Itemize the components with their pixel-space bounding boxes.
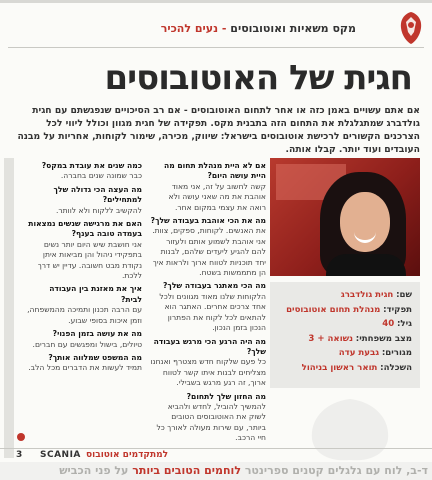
griffin-logo-icon xyxy=(396,10,426,46)
profile-row: תפקיד: מנהלת תחום אוטובוסים xyxy=(286,304,412,315)
end-mark-icon xyxy=(16,432,26,442)
question: האם את מרגישה שנשים נמצאות בעמדה טובה בענף? xyxy=(28,219,142,239)
profile-row: שם: חגית גולדברג xyxy=(340,290,412,300)
profile-row: מצב משפחתי: נשואה + 3 xyxy=(308,333,412,344)
profile-row: גיל: 40 xyxy=(382,319,412,330)
page-number: 3 xyxy=(16,450,23,460)
answer: הלקוחות שלנו מאוד מגוונים ולכל אחד צרכים אחרים. האתגר הוא להתאים לכל לקוח את הפתרון הנכון בזמן הנכון. xyxy=(159,291,266,333)
article-title: חגית של האוטובוסים xyxy=(104,58,412,98)
header-section: נעים להכיר xyxy=(160,22,219,35)
answer: קשה לחשוב על זה, אני מאוד אוהבת את מה שאני עושה ולא רואה את עצמי במקום אחר. xyxy=(168,181,266,212)
profile-row: השכלה: תואר ראשון בניהול xyxy=(301,362,412,373)
answer: טיולים, בישול ומפגשים עם חברים. xyxy=(32,339,142,349)
header-rule xyxy=(8,47,424,48)
portrait-photo xyxy=(270,158,420,276)
answer: להמשיך להוביל, לחדש ולהביא לשוק את האוטובוסים הטובים ביותר, עם שירות מעולה לאורך כל חיי הרכב. xyxy=(156,401,266,443)
question: מה את עושה בזמן הפנוי? xyxy=(52,329,142,339)
text-column-right xyxy=(150,158,266,458)
question: איך את מאזנת בין העבודה לבית? xyxy=(49,284,142,304)
question: מה העצה הכי גדולה שלך למתחילים? xyxy=(53,184,142,205)
answer: להקשיב ללקוח ולא לוותר. xyxy=(55,205,142,215)
answer: תמיד לעשות את הדברים מכל הלב. xyxy=(28,363,142,373)
header-separator: - xyxy=(218,22,231,35)
margin-bar xyxy=(4,158,14,458)
profile-row: מגורים: גבעת עדה xyxy=(338,348,412,359)
question: מה הכי מאתגר בעבודה שלך? xyxy=(163,281,266,291)
question: מה את הכי אוהבת בעבודה שלך? xyxy=(150,216,266,226)
profile-box xyxy=(270,282,420,388)
question: מה המשפט שמלווה אותך? xyxy=(48,352,142,362)
page-header xyxy=(6,8,398,48)
page-footer xyxy=(0,448,432,462)
next-page-strip xyxy=(0,462,432,480)
scania-logo: SCANIA xyxy=(40,450,81,460)
footer-tagline: למתקדמים אוטובוס xyxy=(86,450,169,460)
question: מה החזון שלך לתחום? xyxy=(186,391,266,401)
answer: עם הרבה תכנון ותמיכה מהמשפחה, וזמן איכות בסופי שבוע. xyxy=(27,305,142,325)
next-page-text: ד-ב, לוח עם גלגלים קטנים ספרינטר לוחמים הטובים ביותר על פני הכביש xyxy=(59,464,428,477)
question: כמה שנים את עובדת במקס? xyxy=(41,161,142,170)
question: מה היה הרגע הכי מרגש בעבודה שלך? xyxy=(153,336,266,356)
answer: כבר שמונה שנים בחברה. xyxy=(60,171,142,181)
header-title xyxy=(161,22,356,35)
answer: כל פעם שלקוח חדש מצטרף ואנחנו מצליחים לבנות איתו קשר לטווח ארוך, זה רגע מרגש בשבילי. xyxy=(150,357,266,388)
top-border xyxy=(0,0,432,3)
question: אם לא היית מנהלת תחום מה היית עושה היום? xyxy=(164,161,266,181)
answer: אני חושבת שיש היום יותר נשים בתפקידי ניהול והן מביאות איתן נקודת מבט חשובה. עדיין יש דרך ללכת. xyxy=(37,239,142,281)
answer: את האנשים. לקוחות, ספקים, צוות. אני אוהבת לשמוע אותם ולעזור להם להגיע ליעדים שלהם, לבנות יחד תוכניות לטווח ארוך ולראות איך הן מתממשות בשטח. xyxy=(152,226,266,278)
header-magazine: מקס משאיות ואוטובוסים xyxy=(230,22,356,35)
article-intro: אם אתם עשויים באמן כזה או אחר לתחום האוטובוסים - אם רב הסיכויים שנפגשתם עם חגית גולדברג שמתגלגלת את התחום הזה בתבנית מקס. תפקידה של חגית מגוון וכולל ליווי לכל הצרכנים הקשורים לרכישת אוטובוסים בישראל: שיווק, מכירה, שימור לקוחות, אחריות על מבנה העובדים ועוד יותר. קבלו אותה. xyxy=(17,105,420,155)
text-column-left xyxy=(26,158,142,458)
